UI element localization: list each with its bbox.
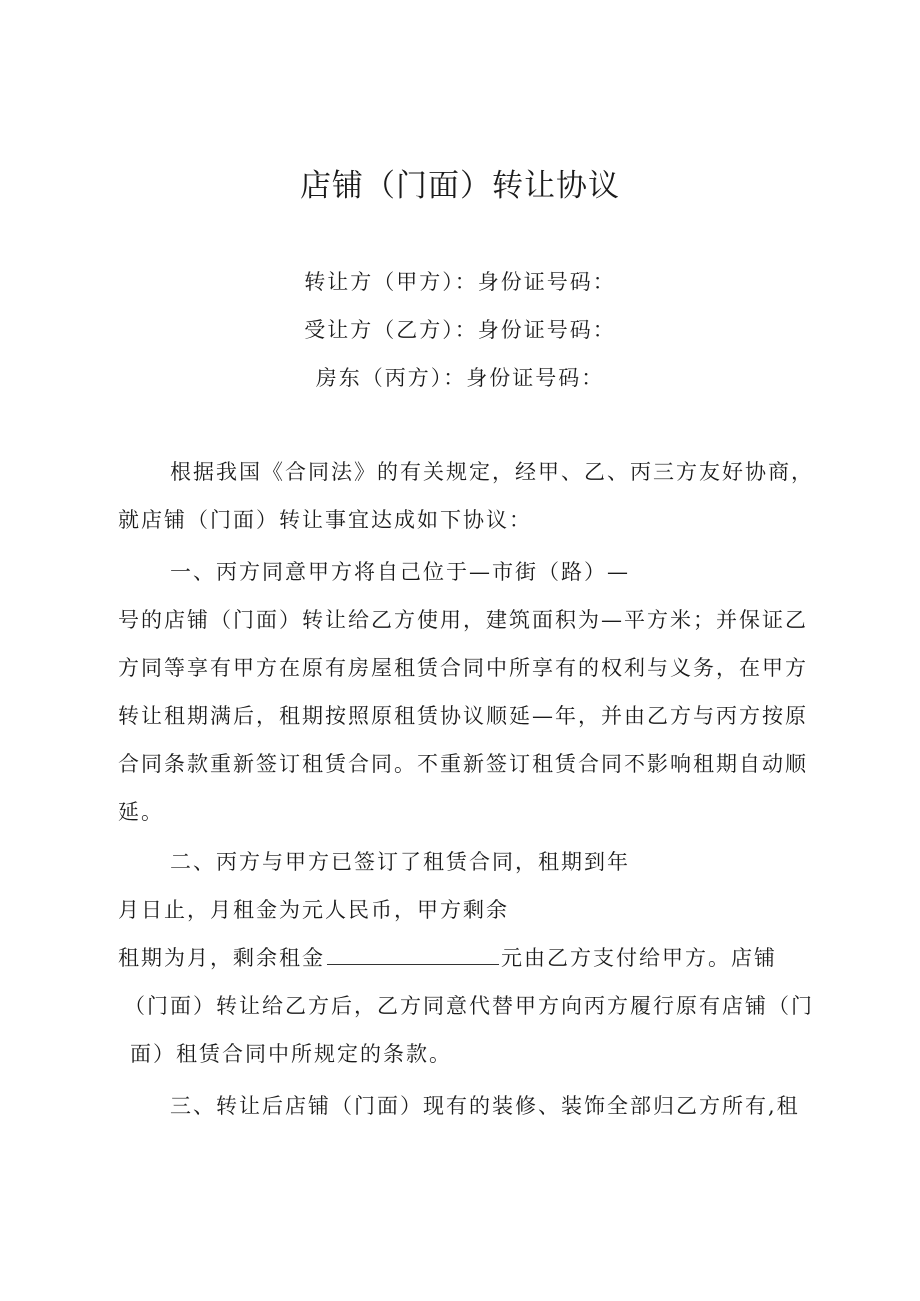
body-line: 月日止，月租金为元人民币，甲方剩余 [118, 898, 509, 922]
body-line: 三、转让后店铺（门面）现有的装修、装饰全部归乙方所有,租 [170, 1094, 800, 1118]
body-line: 面）租赁合同中所规定的条款。 [130, 1042, 452, 1066]
body-line: 号的店铺（门面）转让给乙方使用，建筑面积为—平方米；并保证乙 [118, 608, 808, 632]
body-line-part: 元由乙方支付给甲方。店铺 [501, 946, 777, 970]
body-line: 就店铺（门面）转让事宜达成如下协议： [118, 508, 532, 532]
rent-amount-blank [327, 946, 499, 965]
body-line: 转让租期满后，租期按照原租赁协议顺延—年，并由乙方与丙方按原 [118, 704, 808, 728]
body-line: 方同等享有甲方在原有房屋租赁合同中所享有的权利与义务，在甲方 [118, 656, 808, 680]
body-line: 延。 [118, 800, 164, 824]
party-transferor: 转让方（甲方）：身份证号码： [304, 270, 616, 294]
document-title: 店铺（门面）转让协议 [300, 168, 620, 204]
body-line: 二、丙方与甲方已签订了租赁合同，租期到年 [170, 850, 630, 874]
party-landlord: 房东（丙方）：身份证号码： [315, 366, 605, 390]
body-line-with-blank [118, 942, 777, 974]
body-line-part: 租期为月，剩余租金 [118, 946, 325, 970]
body-line: （门面）转让给乙方后，乙方同意代替甲方向丙方履行原有店铺（门 [124, 994, 814, 1018]
body-line: 一、丙方同意甲方将自己位于—市街（路）— [170, 560, 630, 584]
body-line: 根据我国《合同法》的有关规定，经甲、乙、丙三方友好协商， [170, 460, 814, 484]
party-transferee: 受让方（乙方）：身份证号码： [304, 318, 616, 342]
body-line: 合同条款重新签订租赁合同。不重新签订租赁合同不影响租期自动顺 [118, 752, 808, 776]
